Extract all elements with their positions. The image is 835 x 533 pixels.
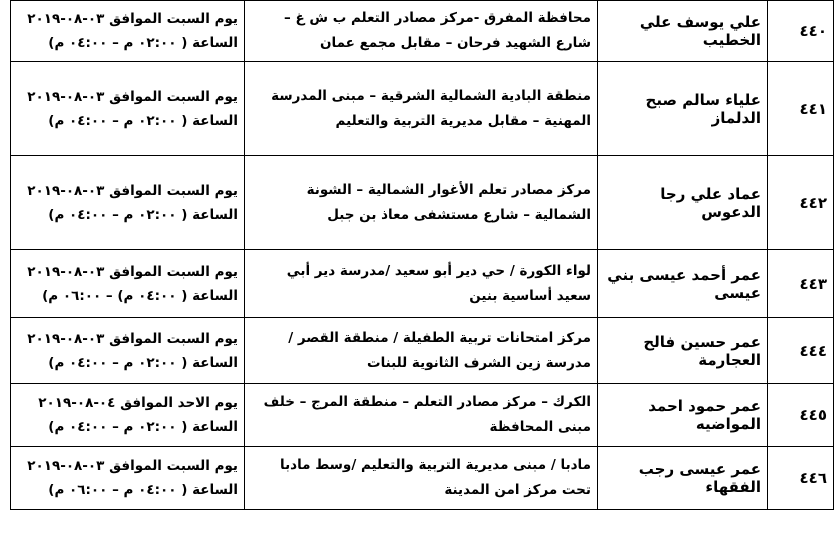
person-name: عمر أحمد عيسى بني عيسى [598, 250, 768, 318]
row-number: ٤٤٣ [768, 250, 834, 318]
table-row [11, 250, 834, 318]
exam-location: لواء الكورة / حي دير أبو سعيد /مدرسة دير أبي سعيد أساسية بنين [245, 250, 598, 318]
row-number: ٤٤٥ [768, 384, 834, 447]
row-number: ٤٤١ [768, 62, 834, 156]
row-number: ٤٤٤ [768, 318, 834, 384]
exam-time: الساعة ( ٠٢:٠٠ م – ٠٤:٠٠ م) [48, 419, 238, 435]
exam-location: منطقة البادية الشمالية الشرقية – مبنى المدرسة المهنية – مقابل مديرية التربية والتعليم [245, 62, 598, 156]
table-row [11, 1, 834, 62]
exam-date: يوم السبت الموافق ٠٣-٠٨-٢٠١٩ [27, 88, 238, 105]
exam-datetime [11, 447, 245, 510]
exam-time: الساعة ( ٠٢:٠٠ م – ٠٤:٠٠ م) [48, 112, 238, 129]
exam-datetime [11, 62, 245, 156]
exam-time: الساعة ( ٠٢:٠٠ م – ٠٤:٠٠ م) [48, 354, 238, 371]
exam-date: يوم السبت الموافق ٠٣-٠٨-٢٠١٩ [27, 11, 238, 27]
exam-location: الكرك – مركز مصادر التعلم – منطقة المرج – خلف مبنى المحافظة [245, 384, 598, 447]
table-row [11, 447, 834, 510]
exam-date: يوم السبت الموافق ٠٣-٠٨-٢٠١٩ [27, 458, 238, 474]
row-number: ٤٤٦ [768, 447, 834, 510]
exam-datetime [11, 156, 245, 250]
exam-location: مركز مصادر تعلم الأغوار الشمالية – الشونة الشمالية – شارع مستشفى معاذ بن جبل [245, 156, 598, 250]
exam-date: يوم السبت الموافق ٠٣-٠٨-٢٠١٩ [27, 330, 238, 347]
exam-time: الساعة ( ٠٢:٠٠ م – ٠٤:٠٠ م) [48, 206, 238, 223]
exam-datetime [11, 384, 245, 447]
person-name: عماد علي رجا الدعوس [598, 156, 768, 250]
exam-location: محافظة المفرق -مركز مصادر التعلم ب ش غ – شارع الشهيد فرحان – مقابل مجمع عمان [245, 1, 598, 62]
exam-datetime [11, 1, 245, 62]
person-name: علي يوسف علي الخطيب [598, 1, 768, 62]
schedule-table [10, 0, 834, 510]
table-row [11, 62, 834, 156]
table-row [11, 156, 834, 250]
row-number: ٤٤٠ [768, 1, 834, 62]
person-name: علياء سالم صبح الدلماز [598, 62, 768, 156]
person-name: عمر عيسى رجب الفقهاء [598, 447, 768, 510]
exam-time: الساعة ( ٠٤:٠٠ م – ٠٦:٠٠ م) [48, 482, 238, 498]
exam-location: مركز امتحانات تربية الطفيلة / منطقة القصر / مدرسة زين الشرف الثانوية للبنات [245, 318, 598, 384]
exam-date: يوم السبت الموافق ٠٣-٠٨-٢٠١٩ [27, 182, 238, 199]
person-name: عمر حسين فالح العجارمة [598, 318, 768, 384]
person-name: عمر حمود احمد المواضيه [598, 384, 768, 447]
exam-location: مادبا / مبنى مديرية التربية والتعليم /وسط مادبا تحت مركز امن المدينة [245, 447, 598, 510]
exam-date: يوم السبت الموافق ٠٣-٠٨-٢٠١٩ [27, 263, 238, 280]
table-row [11, 384, 834, 447]
exam-time: الساعة ( ٠٢:٠٠ م – ٠٤:٠٠ م) [48, 35, 238, 51]
exam-time: الساعة ( ٠٤:٠٠ م) – ٠٦:٠٠ م) [42, 287, 238, 304]
exam-date: يوم الاحد الموافق ٠٤-٠٨-٢٠١٩ [38, 395, 238, 411]
row-number: ٤٤٢ [768, 156, 834, 250]
table-row [11, 318, 834, 384]
exam-datetime [11, 250, 245, 318]
exam-datetime [11, 318, 245, 384]
